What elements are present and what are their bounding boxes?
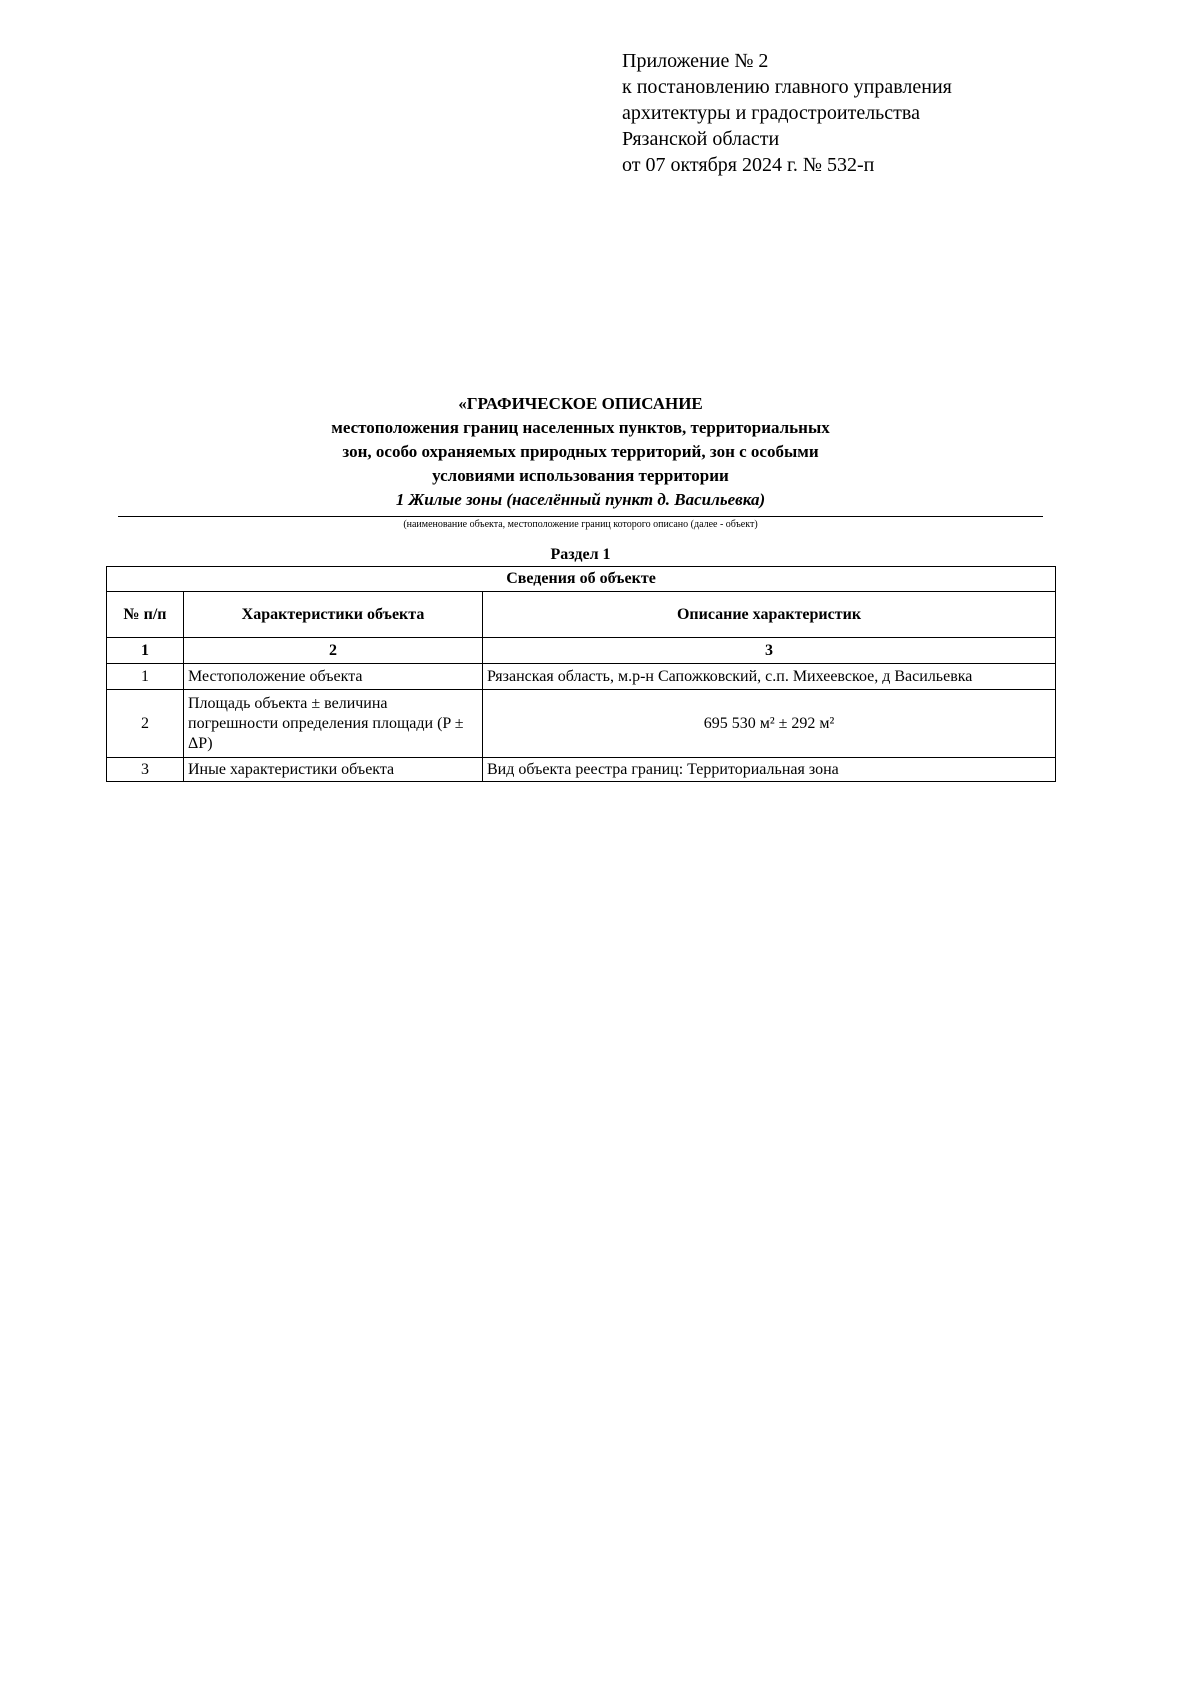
col-number: 3 — [483, 638, 1056, 664]
row-name: Иные характеристики объекта — [184, 758, 483, 782]
col-number: 2 — [184, 638, 483, 664]
appendix-line: от 07 октября 2024 г. № 532-п — [622, 154, 875, 176]
object-name: 1 Жилые зоны (населённый пункт д. Васильевка) — [395, 490, 766, 509]
header-characteristic: Характеристики объекта — [184, 592, 483, 638]
table-title: Сведения об объекте — [107, 567, 1056, 592]
section-title: Раздел 1 — [550, 546, 611, 563]
row-value: Вид объекта реестра границ: Территориальная зона — [483, 758, 1056, 782]
document-title — [118, 392, 1043, 512]
appendix-line: Приложение № 2 — [622, 50, 769, 72]
divider — [118, 516, 1043, 517]
row-number: 3 — [107, 758, 184, 782]
row-number: 1 — [107, 664, 184, 690]
appendix-line: к постановлению главного управления — [622, 76, 952, 98]
table-row — [107, 690, 1056, 758]
row-number: 2 — [107, 690, 184, 758]
row-value: 695 530 м² ± 292 м² — [483, 690, 1056, 758]
object-caption: (наименование объекта, местоположение границ которого описано (далее - объект) — [403, 519, 758, 530]
row-value: Рязанская область, м.р-н Сапожковский, с.п. Михеевское, д Васильевка — [483, 664, 1056, 690]
row-name: Местоположение объекта — [184, 664, 483, 690]
table-row — [107, 758, 1056, 782]
header-description: Описание характеристик — [483, 592, 1056, 638]
title-line: зон, особо охраняемых природных территорий, зон с особыми — [342, 442, 819, 461]
table-row — [107, 664, 1056, 690]
title-line: «ГРАФИЧЕСКОЕ ОПИСАНИЕ — [458, 394, 703, 413]
col-number: 1 — [107, 638, 184, 664]
title-line: местоположения границ населенных пунктов, территориальных — [331, 418, 830, 437]
appendix-header — [622, 48, 952, 178]
appendix-line: архитектуры и градостроительства — [622, 102, 920, 124]
object-info-table — [106, 566, 1056, 782]
appendix-line: Рязанской области — [622, 128, 780, 150]
header-number: № п/п — [107, 592, 184, 638]
row-name: Площадь объекта ± величина погрешности определения площади (P ± ΔP) — [184, 690, 483, 758]
title-line: условиями использования территории — [432, 466, 729, 485]
